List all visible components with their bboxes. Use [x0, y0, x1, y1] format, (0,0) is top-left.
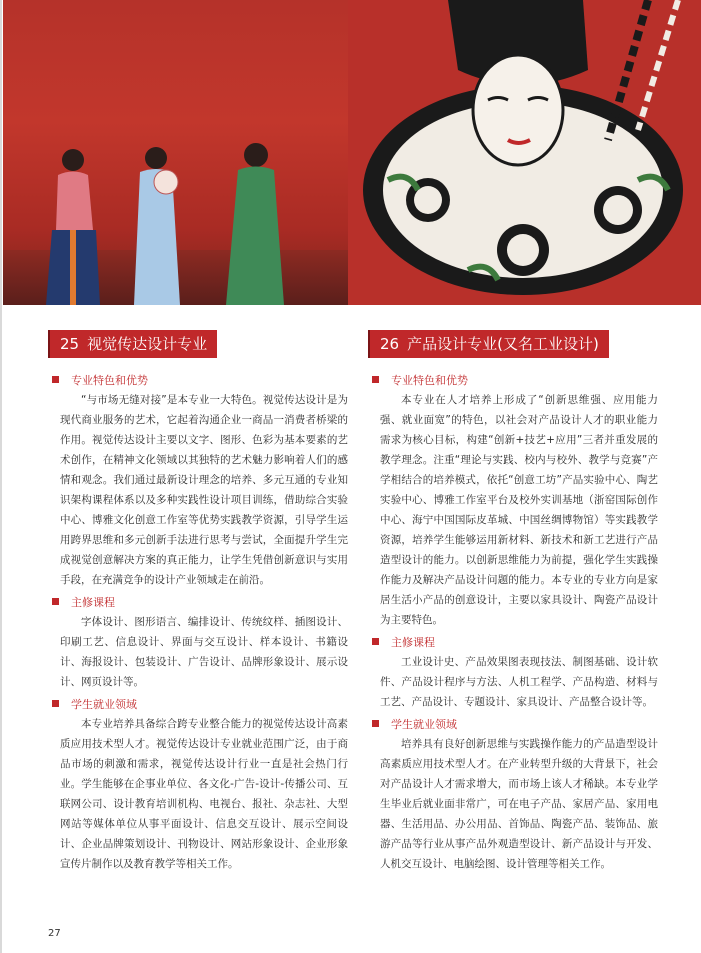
section-heading-features: 专业特色和优势	[52, 371, 348, 388]
red-square-icon	[52, 700, 59, 707]
section-heading-employment: 学生就业领域	[372, 715, 658, 732]
major-name: 产品设计专业(又名工业设计)	[407, 335, 599, 353]
red-square-icon	[52, 376, 59, 383]
red-square-icon	[372, 376, 379, 383]
left-column	[48, 330, 348, 876]
page-edge	[0, 0, 2, 953]
major-title-product-design	[368, 330, 609, 358]
major-name: 视觉传达设计专业	[87, 335, 208, 353]
section-heading-courses: 主修课程	[52, 593, 348, 610]
major-title-visual-communication	[48, 330, 217, 358]
major-number: 26	[380, 335, 400, 353]
hero-photo	[3, 0, 701, 305]
section-heading-employment: 学生就业领域	[52, 695, 348, 712]
right-column	[368, 330, 658, 876]
section-text-employment: 培养具有良好创新思维与实践操作能力的产品造型设计高素质应用技术型人才。在产业转型升级的大背景下，社会对产品设计人才需求增大，而市场上该人才稀缺。本专业学生毕业后就业面非常广，可在电子产品、家居产品、家用电器、生活用品、办公用品、首饰品、陶瓷产品、装饰品、旅游产品等行业从事产品外观造型设计、新产品设计与开发、人机交互设计、电脑绘图、设计管理等相关工作。	[380, 738, 658, 870]
section-text-courses: 字体设计、图形语言、编排设计、传统纹样、插图设计、印刷工艺、信息设计、界面与交互设计、样本设计、书籍设计、海报设计、包装设计、广告设计、品牌形象设计、展示设计、网页设计等。	[60, 616, 348, 688]
section-text-courses: 工业设计史、产品效果图表现技法、制图基础、设计软件、产品设计程序与方法、人机工程学、产品构造、材料与工艺、产品设计、专题设计、家具设计、产品整合设计等。	[380, 656, 658, 708]
red-square-icon	[372, 720, 379, 727]
section-text-features: “与市场无缝对接”是本专业一大特色。视觉传达设计是为现代商业服务的艺术，它起着沟通企业一商品一消费者桥梁的作用。视觉传达设计主要以文字、图形、色彩为基本要素的艺术创作，在精神文化领域以其独特的艺术魅力影响着人们的感情和观念。我们通过最新设计理念的培养、多元互通的专业知识架构课程体系以及多种实践性设计项目训练，借助综合实验中心、博雅文化创意工作室等优势实践教学资源，引导学生运用跨界思维和多元创新手法进行思考与尝试，全面提升学生完成视觉创意解决方案的真正能力，让学生凭借创新意识与实用手段，在充满竞争的设计产业领域走在前沿。	[60, 394, 348, 586]
section-heading-features: 专业特色和优势	[372, 371, 658, 388]
red-square-icon	[372, 638, 379, 645]
section-text-employment: 本专业培养具备综合跨专业整合能力的视觉传达设计高素质应用技术型人才。视觉传达设计专业就业范围广泛，由于商品市场的刺激和需求，视觉传达设计行业一直是社会热门行业。学生能够在企事业单位、各文化-广告-设计-传播公司、互联网公司、设计教育培训机构、电视台、报社、杂志社、大型网站等媒体单位从事平面设计、信息交互设计、展示空间设计、企业品牌策划设计、刊物设计、网站形象设计、企业形象宣传片制作以及教育教学等相关工作。	[60, 718, 348, 870]
red-square-icon	[52, 598, 59, 605]
section-heading-courses: 主修课程	[372, 633, 658, 650]
page-number: 27	[48, 928, 61, 939]
section-text-features: 本专业在人才培养上形成了“创新思维强、应用能力强、就业面宽”的特色，以社会对产品设计人才的职业能力需求为核心目标，构建“创新+技艺+应用”三者并重发展的教学理念。注重“理论与实践、校内与校外、教学与竞赛”产学相结合的培养模式，依托“创意工坊”产品实验中心、陶艺实验中心、博雅工作室平台及校外实训基地（浙窑国际创作中心、海宁中国国际皮革城、中国丝绸博物馆）等实践教学资源，培养学生能够运用新材料、新技术和新工艺进行产品造型设计的能力。以创新思维能力为前提，强化学生实践操作能力及解决产品设计问题的能力。本专业的专业方向是家居生活小产品的创意设计，主要以家具设计、陶瓷产品设计为主要特色。	[380, 394, 658, 626]
students-in-costume	[38, 130, 298, 305]
major-number: 25	[60, 335, 80, 353]
opera-mural	[348, 0, 701, 305]
